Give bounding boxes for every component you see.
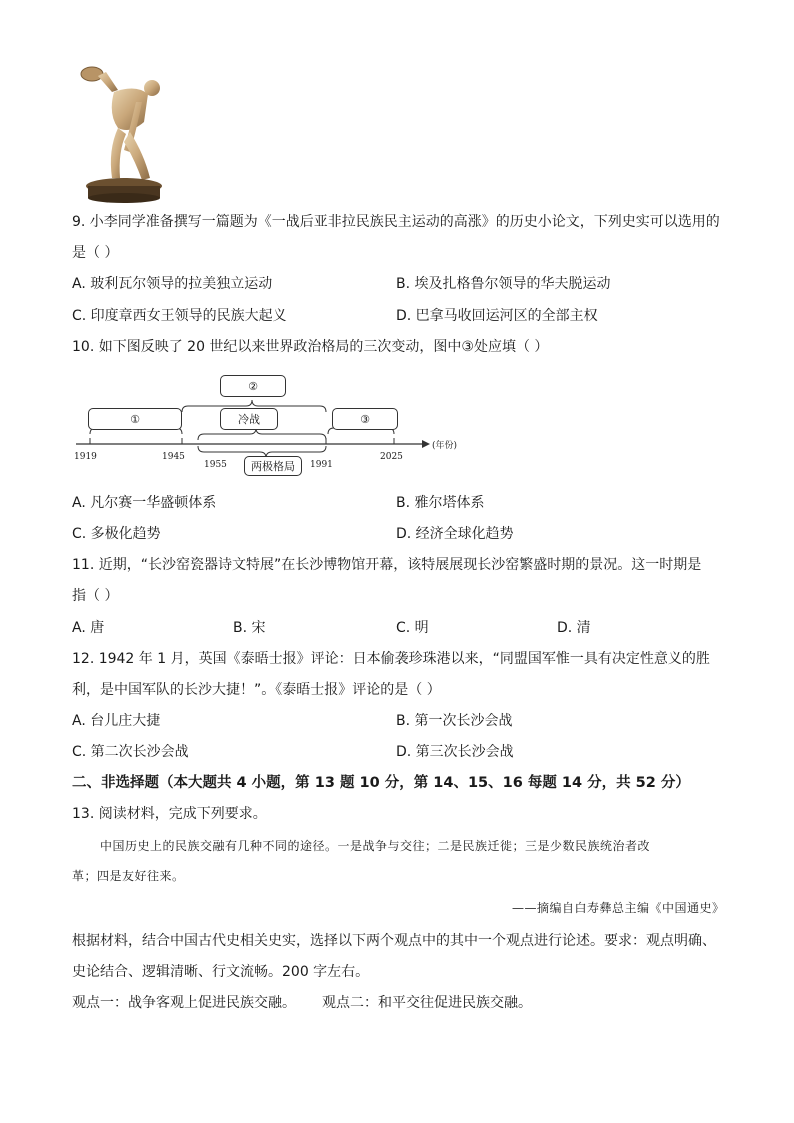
q10-option-d[interactable]: D. 经济全球化趋势	[396, 526, 514, 542]
discus-thrower-icon	[78, 62, 170, 204]
q11-option-c[interactable]: C. 明	[396, 620, 429, 636]
q9-option-b[interactable]: B. 埃及扎格鲁尔领导的华夫脱运动	[396, 276, 611, 292]
q9-stem-line1: 9. 小李同学准备撰写一篇题为《一战后亚非拉民族民主运动的高涨》的历史小论文，下列史实可以选用的	[72, 214, 720, 230]
world-politics-timeline-diagram	[70, 372, 470, 482]
q9-option-c[interactable]: C. 印度章西女王领导的民族大起义	[72, 308, 287, 324]
timeline-year-2025: 2025	[380, 452, 403, 462]
q10-option-b[interactable]: B. 雅尔塔体系	[396, 495, 485, 511]
q9-stem-line2: 是（ ）	[72, 245, 119, 261]
q12-option-d[interactable]: D. 第三次长沙会战	[396, 744, 514, 760]
timeline-cold-war-box: 冷战	[220, 408, 278, 430]
q13-stem: 13. 阅读材料，完成下列要求。	[72, 806, 267, 822]
q12-option-b[interactable]: B. 第一次长沙会战	[396, 713, 513, 729]
q13-requirement-line1: 根据材料，结合中国古代史相关史实，选择以下两个观点中的其中一个观点进行论述。要求：观点明确、	[72, 933, 716, 949]
timeline-year-1919: 1919	[74, 452, 97, 462]
q10-option-c[interactable]: C. 多极化趋势	[72, 526, 161, 542]
timeline-box-1: ①	[88, 408, 182, 430]
q11-option-a[interactable]: A. 唐	[72, 620, 105, 636]
q12-option-c[interactable]: C. 第二次长沙会战	[72, 744, 189, 760]
q11-stem-line2: 指（ ）	[72, 588, 119, 604]
timeline-year-1991: 1991	[310, 460, 333, 470]
q11-stem-line1: 11. 近期，“长沙窑瓷器诗文特展”在长沙博物馆开幕，该特展展现长沙窑繁盛时期的景况。这一时期是	[72, 557, 702, 573]
q12-option-a[interactable]: A. 台儿庄大捷	[72, 713, 161, 729]
timeline-axis-label: (年份)	[432, 441, 458, 451]
q10-stem: 10. 如下图反映了 20 世纪以来世界政治格局的三次变动，图中③处应填（ ）	[72, 339, 549, 355]
q11-option-b[interactable]: B. 宋	[233, 620, 266, 636]
q12-stem-line2: 利，是中国军队的长沙大捷！”。《泰晤士报》评论的是（ ）	[72, 682, 441, 698]
timeline-bipolar-box: 两极格局	[244, 456, 302, 476]
section-2-title: 二、非选择题（本大题共 4 小题，第 13 题 10 分，第 14、15、16 每题 14 分，共 52 分）	[72, 775, 690, 791]
q13-material-line1: 中国历史上的民族交融有几种不同的途径。一是战争与交往；二是民族迁徙；三是少数民族统治者改	[100, 839, 651, 853]
timeline-year-1955: 1955	[204, 460, 227, 470]
timeline-box-2: ②	[220, 375, 286, 397]
q9-option-d[interactable]: D. 巴拿马收回运河区的全部主权	[396, 308, 598, 324]
q10-option-a[interactable]: A. 凡尔赛一华盛顿体系	[72, 495, 217, 511]
q11-option-d[interactable]: D. 清	[557, 620, 591, 636]
q13-viewpoint-1: 观点一：战争客观上促进民族交融。	[72, 995, 296, 1011]
q9-option-a[interactable]: A. 玻利瓦尔领导的拉美独立运动	[72, 276, 273, 292]
q13-viewpoint-2: 观点二：和平交往促进民族交融。	[322, 995, 532, 1011]
q13-source: ——摘编自白寿彝总主编《中国通史》	[512, 901, 725, 915]
q13-requirement-line2: 史论结合、逻辑清晰、行文流畅。200 字左右。	[72, 964, 370, 980]
q12-stem-line1: 12. 1942 年 1 月，英国《泰晤士报》评论：日本偷袭珍珠港以来，“同盟国军惟一具有决定性意义的胜	[72, 651, 710, 667]
timeline-year-1945: 1945	[162, 452, 185, 462]
timeline-box-3: ③	[332, 408, 398, 430]
discus-thrower-statue-image	[78, 62, 170, 204]
q13-material-line2: 革；四是友好往来。	[72, 869, 185, 883]
